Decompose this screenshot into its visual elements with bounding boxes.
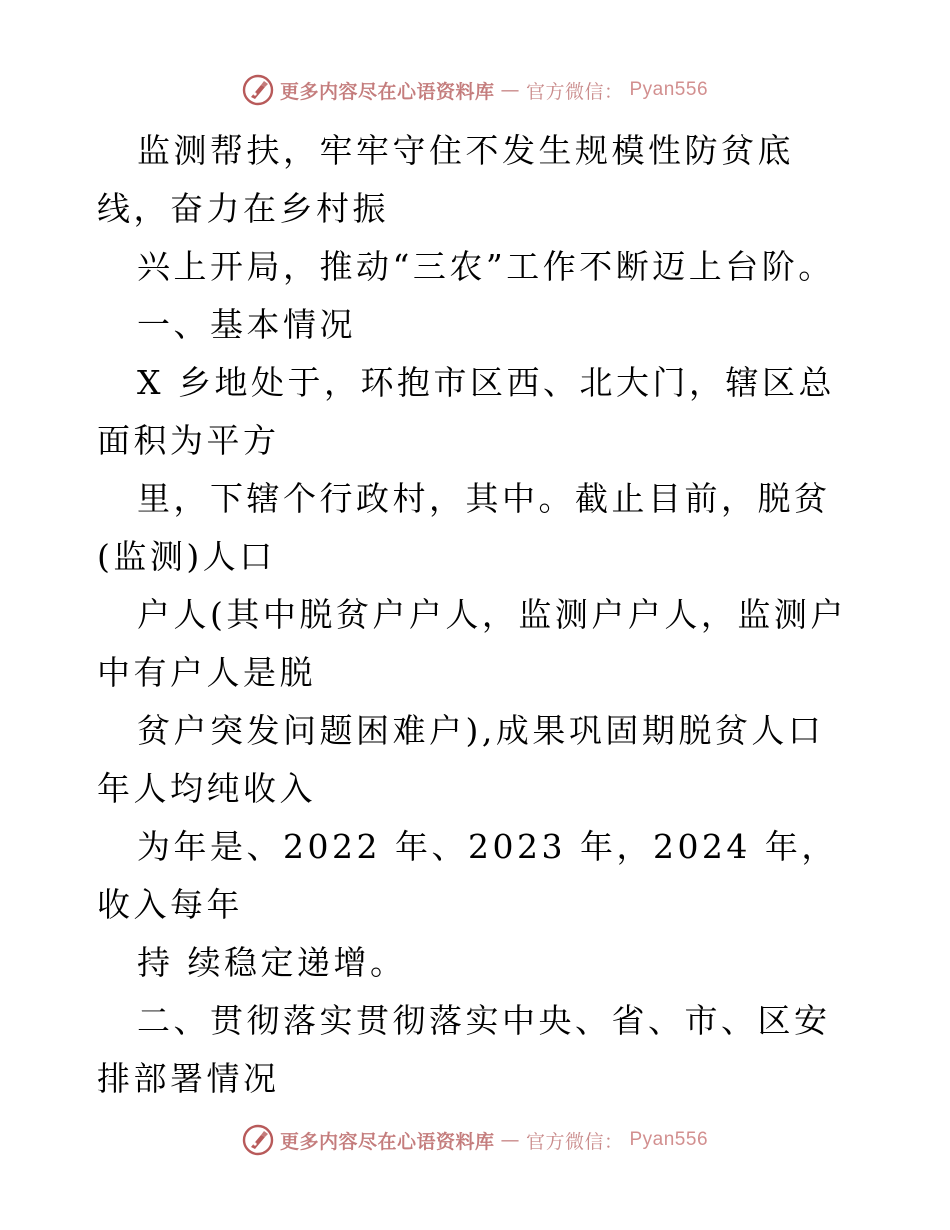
header-banner-wechat-id: Pyan556 <box>629 79 709 100</box>
pen-nib-logo-icon <box>242 1124 274 1156</box>
paragraph: 户人(其中脱贫户户人，监测户户人，监测户中有户人是脱 <box>97 595 847 692</box>
header-banner-wechat-label: 官方微信： <box>525 80 624 103</box>
paragraph: 里，下辖个行政村，其中。截止目前，脱贫(监测)人口 <box>97 479 831 576</box>
paragraph: 贫户突发问题困难户),成果巩固期脱贫人口年人均纯收入 <box>97 711 825 808</box>
footer-banner-wechat-id: Pyan556 <box>629 1129 709 1150</box>
footer-banner-separator: — <box>500 1129 520 1151</box>
footer-banner-title: 更多内容尽在心语资料库 <box>279 1130 495 1153</box>
paragraph: 二、贯彻落实贯彻落实中央、省、市、区安排部署情况 <box>97 1001 831 1098</box>
pen-nib-logo-icon <box>242 74 274 106</box>
header-banner <box>0 70 950 110</box>
header-banner-separator: — <box>500 79 520 101</box>
header-banner-content <box>242 74 708 106</box>
header-banner-title: 更多内容尽在心语资料库 <box>279 80 495 103</box>
footer-banner <box>0 1120 950 1160</box>
paragraph: 兴上开局，推动“三农”工作不断迈上台阶。 <box>137 247 835 286</box>
paragraph: 为年是、2022 年、2023 年，2024 年，收入每年 <box>97 827 838 924</box>
paragraph: X 乡地处于，环抱市区西、北大门，辖区总面积为平方 <box>97 363 835 460</box>
paragraph: 监测帮扶，牢牢守住不发生规模性防贫底线，奋力在乡村振 <box>97 131 794 228</box>
paragraph: 一、基本情况 <box>137 305 356 344</box>
paragraph: 持 续稳定递增。 <box>137 943 407 982</box>
footer-banner-content <box>242 1124 708 1156</box>
footer-banner-wechat-label: 官方微信： <box>525 1130 624 1153</box>
document-body <box>97 122 857 1108</box>
